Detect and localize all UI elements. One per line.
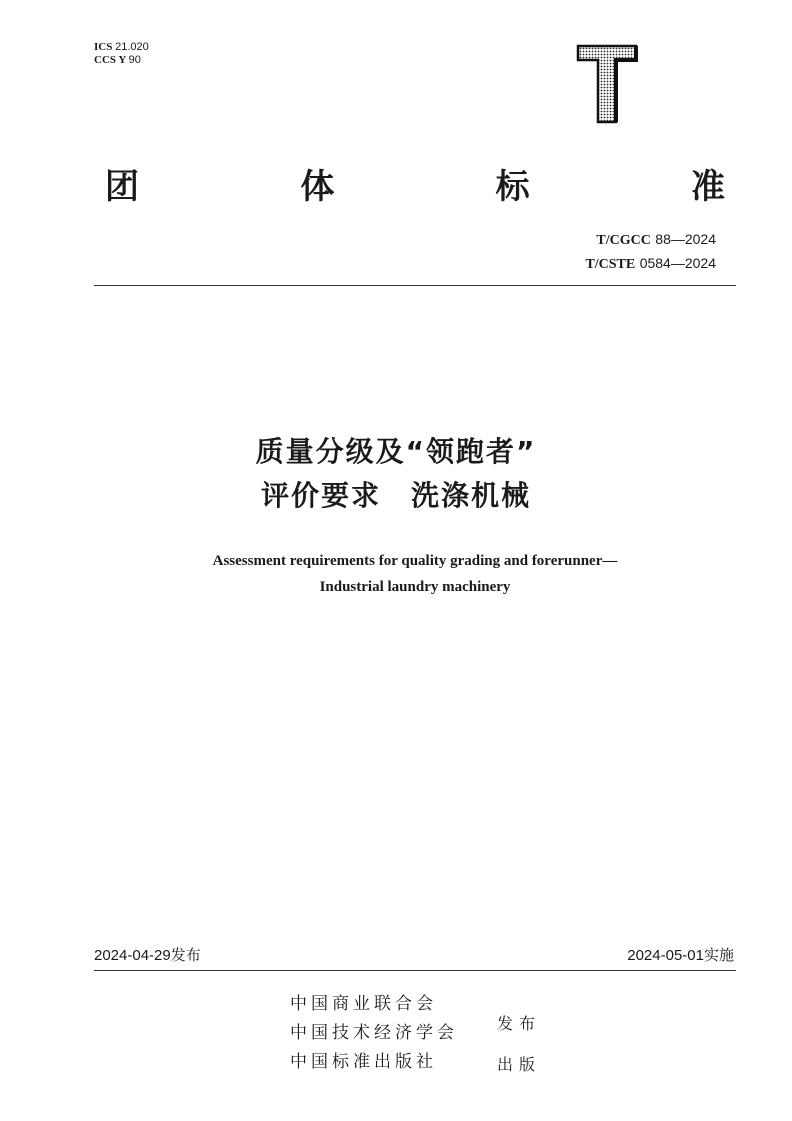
english-title-line: Industrial laundry machinery <box>319 579 511 595</box>
chinese-title-line: 评价要求 洗涤机械 <box>260 479 531 512</box>
issue-role: 发布 <box>497 1014 542 1033</box>
chinese-title-line: 质量分级及“领跑者” <box>255 435 537 468</box>
publisher-list <box>290 990 458 1077</box>
ccs-code: CCS Y 90 <box>94 54 141 66</box>
issue-date: 2024-04-29发布 <box>94 946 201 964</box>
publisher-name: 中国标准出版社 <box>290 1052 437 1072</box>
standard-type-heading <box>105 160 725 206</box>
publisher-name: 中国技术经济学会 <box>290 1023 458 1043</box>
heading-char: 准 <box>690 166 725 207</box>
heading-char: 团 <box>105 166 139 207</box>
implement-date: 2024-05-01实施 <box>627 946 734 964</box>
ics-code: ICS 21.020 <box>94 41 149 53</box>
standard-number: T/CSTE 0584—2024 <box>585 255 716 272</box>
heading-char: 体 <box>300 166 335 207</box>
bottom-divider <box>94 970 736 971</box>
standard-logo-t-icon <box>576 44 638 124</box>
standard-number: T/CGCC 88—2024 <box>596 231 716 248</box>
top-divider <box>94 285 736 286</box>
english-title <box>0 548 792 600</box>
publish-role: 出版 <box>497 1055 542 1074</box>
english-title-line: Assessment requirements for quality grading and forerunner— <box>212 553 618 569</box>
standard-numbers <box>585 228 716 276</box>
publisher-name: 中国商业联合会 <box>290 994 437 1014</box>
heading-char: 标 <box>495 166 530 207</box>
chinese-title <box>0 430 792 518</box>
classification-codes <box>94 41 149 67</box>
